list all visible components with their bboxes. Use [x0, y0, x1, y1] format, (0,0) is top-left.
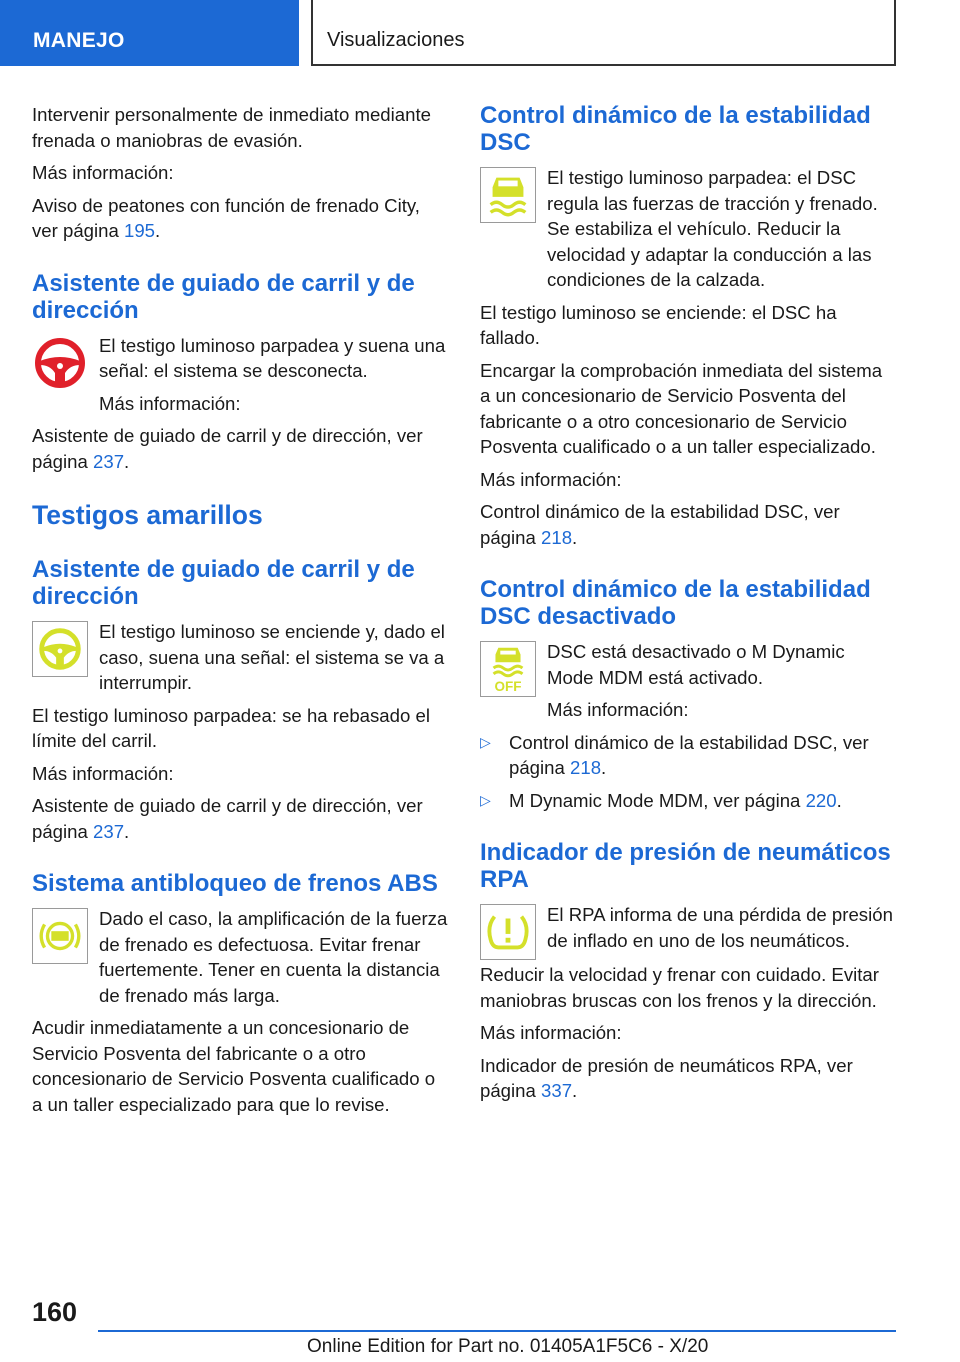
dsc-block: [480, 165, 896, 293]
yellow-lights-heading: Testigos amarillos: [32, 500, 263, 530]
tire-pressure-icon: [480, 904, 536, 960]
edition-text: Online Edition for Part no. 01405A1F5C6 - X/20: [307, 1336, 709, 1357]
abs-warning-icon: [32, 908, 88, 964]
abs-text2: Acudir inmediatamente a un concesionario de Servicio Posventa del fabricante o a otro concesionario de Servicio Posventa cualificado o a un taller especializado para que lo revise.: [32, 1017, 436, 1115]
rpa-ref: Indicador de presión de neumáticos RPA, ver página 337.: [480, 1054, 853, 1101]
rpa-text2: Reducir la velocidad y frenar con cuidado. Evitar maniobras bruscas con los frenos y la dirección.: [480, 964, 879, 1011]
chapter-box: [311, 0, 896, 66]
dsc-ref: Control dinámico de la estabilidad DSC, ver página 218.: [480, 501, 840, 548]
rpa-more: Más información:: [480, 1022, 622, 1043]
rpa-heading: Indicador de presión de neumáticos RPA: [480, 839, 891, 893]
lane-assist-red-ref: Asistente de guiado de carril y de dirección, ver página 237.: [32, 425, 423, 472]
lane-assist-yellow-ref: Asistente de guiado de carril y de dirección, ver página 237.: [32, 795, 423, 842]
page-number: 160: [32, 1297, 78, 1327]
lane-assist-red-text: El testigo luminoso parpadea y suena una señal: el sistema se desconecta.: [99, 334, 446, 381]
list-item: ▷ Control dinámico de la estabilidad DSC, ver página 218.: [480, 731, 869, 778]
dsc-skid-icon: [480, 167, 536, 223]
dsc-off-icon-label: OFF: [494, 679, 522, 695]
right-column: [480, 102, 896, 1111]
dsc-text: El testigo luminoso parpadea: el DSC regula las fuerzas de tracción y frenado. Se estabiliza el vehículo. Reducir la velocidad y adaptar la conducción a las condiciones de la calzada.: [547, 167, 878, 290]
triangle-bullet-icon: ▷: [480, 791, 491, 808]
chapter-title: Visualizaciones: [327, 29, 465, 51]
abs-heading: Sistema antibloqueo de frenos ABS: [32, 870, 438, 897]
dsc-off-icon: [480, 641, 536, 697]
dsc-off-heading: Control dinámico de la estabilidad DSC desactivado: [480, 576, 871, 630]
lane-assist-yellow-more: Más información:: [32, 762, 174, 784]
steering-wheel-red-icon: [32, 335, 88, 391]
page-link[interactable]: 218: [570, 757, 602, 778]
intro-more: Más información:: [32, 162, 174, 183]
triangle-bullet-icon: ▷: [480, 733, 491, 750]
dsc-off-more: Más información:: [547, 699, 689, 720]
intro-ref: Aviso de peatones con función de frenado City, ver página 195.: [32, 194, 420, 241]
dsc-more: Más información:: [480, 468, 622, 490]
page-link[interactable]: 337: [541, 1080, 573, 1101]
left-column: [32, 102, 448, 1124]
lane-assist-red-more: Más información:: [99, 392, 241, 414]
rpa-text: El RPA informa de una pérdida de presión de inflado en uno de los neumáticos.: [547, 904, 893, 951]
lane-assist-red-heading: Asistente de guiado de carril y de dirección: [32, 269, 415, 324]
abs-text: Dado el caso, la amplificación de la fuerza de frenado es defectuosa. Evitar frenar fuertemente. Tener en cuenta la distancia de frenado más larga.: [99, 908, 448, 1006]
lane-assist-yellow-text: El testigo luminoso se enciende y, dado el caso, suena una señal: el sistema se va a interrumpir.: [99, 621, 445, 693]
lane-assist-yellow-text2: El testigo luminoso parpadea: se ha rebasado el límite del carril.: [32, 704, 430, 751]
page-link[interactable]: 220: [805, 789, 837, 811]
section-label: MANEJO: [33, 29, 125, 52]
rpa-block: [480, 902, 896, 962]
list-item: ▷ M Dynamic Mode MDM, ver página 220.: [480, 788, 896, 814]
page-link[interactable]: 237: [93, 820, 125, 842]
page-link[interactable]: 237: [93, 450, 125, 472]
intro-text: Intervenir personalmente de inmediato mediante frenada o maniobras de evasión.: [32, 104, 431, 151]
dsc-off-ref-list: [480, 730, 896, 814]
dsc-heading: Control dinámico de la estabilidad DSC: [480, 102, 871, 156]
section-tab: [0, 0, 299, 66]
dsc-text2: El testigo luminoso se enciende: el DSC ha fallado.: [480, 301, 837, 348]
dsc-text3: Encargar la comprobación inmediata del sistema a un concesionario de Servicio Posventa del fabricante o a otro concesionario de Servicio Posventa cualificado o a un taller especializado.: [480, 359, 883, 457]
page-link[interactable]: 218: [541, 526, 573, 548]
lane-assist-yellow-heading: Asistente de guiado de carril y de dirección: [32, 556, 415, 610]
lane-assist-yellow-block: [32, 619, 448, 696]
abs-block: [32, 906, 448, 1008]
footer-divider: [98, 1330, 896, 1332]
dsc-off-block: [480, 639, 896, 723]
page-link[interactable]: 195: [124, 220, 156, 241]
steering-wheel-yellow-icon: [32, 621, 88, 677]
lane-assist-red-block: [32, 333, 448, 417]
dsc-off-text: DSC está desactivado o M Dynamic Mode MDM está activado.: [547, 641, 845, 688]
